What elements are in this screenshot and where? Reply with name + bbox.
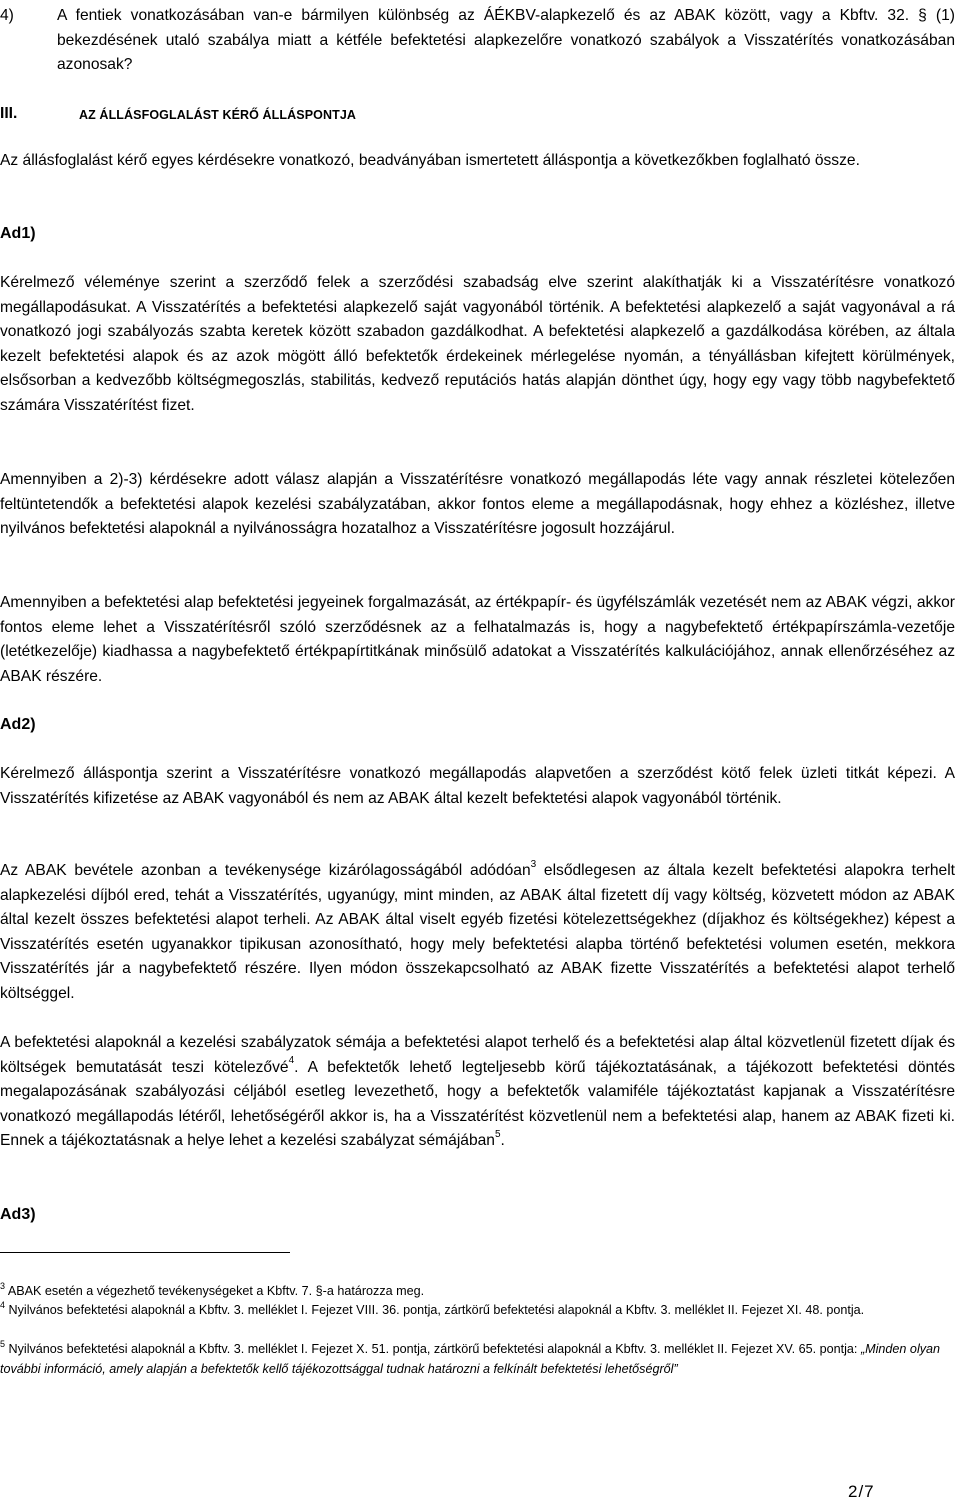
ad2-paragraph-1-text: Kérelmező álláspontja szerint a Visszatérítésre vonatkozó megállapodás alapvetően a szerződést kötő felek üzleti titkát képezi. A Visszatérítés kifizetése az ABAK vagyonából és nem az ABAK által kezelt befektetési alapok vagyonából történik.	[0, 765, 955, 807]
footnote-ref-4[interactable]: 4	[288, 1055, 295, 1067]
ad1-paragraph-2-text: Amennyiben a 2)-3) kérdésekre adott válasz alapján a Visszatérítésre vonatkozó megállapodás léte vagy annak részletei kötelezően feltüntetendők a befektetési alapok kezelési szabályzatában, akkor fontos eleme a megállapodásnak, hogy ehhez a közléshez, illetve nyilvános befektetési alapoknál a nyilvánosságra hozatalhoz a Visszatérítésre jogosult hozzájárul.	[0, 471, 955, 537]
ad2-paragraph-2-text: Az ABAK bevétele azonban a tevékenysége kizárólagosságából adódóan$^3$ elsődlegesen az általa kezelt befektetési alapokra terhelt alapkezelési díjból ered, tehát a Visszatérítés, ugyanúgy, mint minden, az ABAK által fizetett díj vagy költség, közvetett módon az ABAK által kezelt összes befektetési alapot terheli. Az ABAK által viselt egyéb fizetési kötelezettségekhez (díjakhoz és költségekhez) képest a Visszatérítés esetén ugyanakkor tipikusan azonosítható, hogy mely befektetési alapba történő befektetési volumen esetén, mekkora Visszatérítés jár a nagybefektető részére. Ilyen módon összekapcsolható az ABAK fizette Visszatérítés a befektetési alapot terhelő költséggel.	[0, 858, 955, 1002]
question-4	[0, 4, 955, 78]
page-number: 2/7	[848, 1482, 875, 1501]
footnote-separator	[0, 1252, 290, 1253]
footnote-ref-5[interactable]: 5	[494, 1128, 501, 1140]
ad3-heading: Ad3)	[0, 1206, 36, 1223]
question-number: 4)	[0, 7, 14, 24]
ad2-paragraph-3-text: A befektetési alapoknál a kezelési szabályzatok sémája a befektetési alapot terhelő és a befektetési alap által közvetlenül fizetett díjak és költségek bemutatását teszi kötelezővé$^4$. A befektetők lehető legteljesebb körű tájékoztatásának, a tájékozott befektetési döntés megalapozásának szabályozási céljából esetleg levezethető, hogy a befektetők valamiféle tájékoztatást kapjanak a Visszatérítésre vonatkozó megállapodás létéről, lehetőségéről akkor is, ha a Visszatérítést közvetlenül nem a befektetési alap, hanem az ABAK fizeti ki. Ennek a tájékoztatásnak a helye lehet a kezelési szabályzat sémájában$^5$.	[0, 1034, 955, 1149]
section-number: III.	[0, 105, 18, 122]
footnote-3: $^3$ ABAK esetén a végezhető tevékenységeket a Kbftv. 7. §-a határozza meg.	[0, 1280, 425, 1298]
ad1-paragraph-3	[0, 591, 955, 689]
footnote-4: $^4$ Nyilvános befektetési alapoknál a Kbftv. 3. melléklet I. Fejezet VIII. 36. pontja, zártkörű befektetési alapoknál a Kbftv. 3. melléklet II. Fejezet XI. 48. pontja.	[0, 1299, 865, 1317]
ad1-heading: Ad1)	[0, 225, 36, 242]
ad2-paragraph-3	[0, 1031, 955, 1154]
ad1-paragraph-3-text: Amennyiben a befektetési alap befektetési jegyeinek forgalmazását, az értékpapír- és ügyfélszámlák vezetését nem az ABAK végzi, akkor fontos eleme lehet a Visszatérítésről szóló szerződésnek az a felhatalmazás is, hogy a nagybefektető értékpapírszámla-vezetője (letétkezelője) kiadhassa a nagybefektető értékpapírtitkának minősülő adatokat a Visszatérítés kalkulációjához, annak ellenőrzéséhez az ABAK részére.	[0, 594, 955, 685]
footnote-ref-3[interactable]: 3	[530, 858, 537, 870]
question-text: A fentiek vonatkozásában van-e bármilyen különbség az ÁÉKBV-alapkezelő és az ABAK között, vagy a Kbftv. 32. § (1) bekezdésének utaló szabálya miatt a kétféle befektetési alapkezelőre vonatkozó szabályok a Visszatérítés vonatkozásában azonosak?	[57, 7, 955, 73]
ad1-paragraph-2	[0, 468, 955, 542]
section-intro-text: Az állásfoglalást kérő egyes kérdésekre vonatkozó, beadványában ismertetett álláspontja a következőkben foglalható össze.	[0, 152, 860, 169]
ad1-paragraph-1	[0, 271, 955, 418]
section-title: AZ ÁLLÁSFOGLALÁST KÉRŐ ÁLLÁSPONTJA	[79, 108, 357, 122]
ad2-heading: Ad2)	[0, 716, 36, 733]
ad2-paragraph-2	[0, 859, 955, 1006]
ad2-paragraph-1	[0, 762, 955, 811]
footnote-5: $^5$ Nyilvános befektetési alapoknál a Kbftv. 3. melléklet I. Fejezet X. 51. pontja, zártkörű befektetési alapoknál a Kbftv. 3. melléklet II. Fejezet XV. 65. pontja: „Minden olyan további információ, amely alapján a befektetők kellő tájékozottsággal tudnak határozni a felkínált befektetési lehetőségről”	[0, 1338, 941, 1376]
ad1-paragraph-1-text: Kérelmező véleménye szerint a szerződő felek a szerződési szabadság elve szerint alakíthatják ki a Visszatérítésre vonatkozó megállapodásukat. A Visszatérítés a befektetési alapkezelő saját vagyonából történik. A befektetési alapkezelő a saját vagyonával a rá vonatkozó jogi szabályozás szabta keretek között szabadon gazdálkodhat. A befektetési alapkezelő a gazdálkodása körében, az általa kezelt befektetési alapok és az azok mögött álló befektetők érdekeinek mérlegelése nyomán, a tényállásban kifejtett körülmények, elsősorban a kedvezőbb költségmegoszlás, stabilitás, kedvező reputációs hatás alapján dönthet úgy, hogy egy vagy több nagybefektető számára Visszatérítést fizet.	[0, 274, 955, 414]
section-intro	[0, 149, 955, 174]
